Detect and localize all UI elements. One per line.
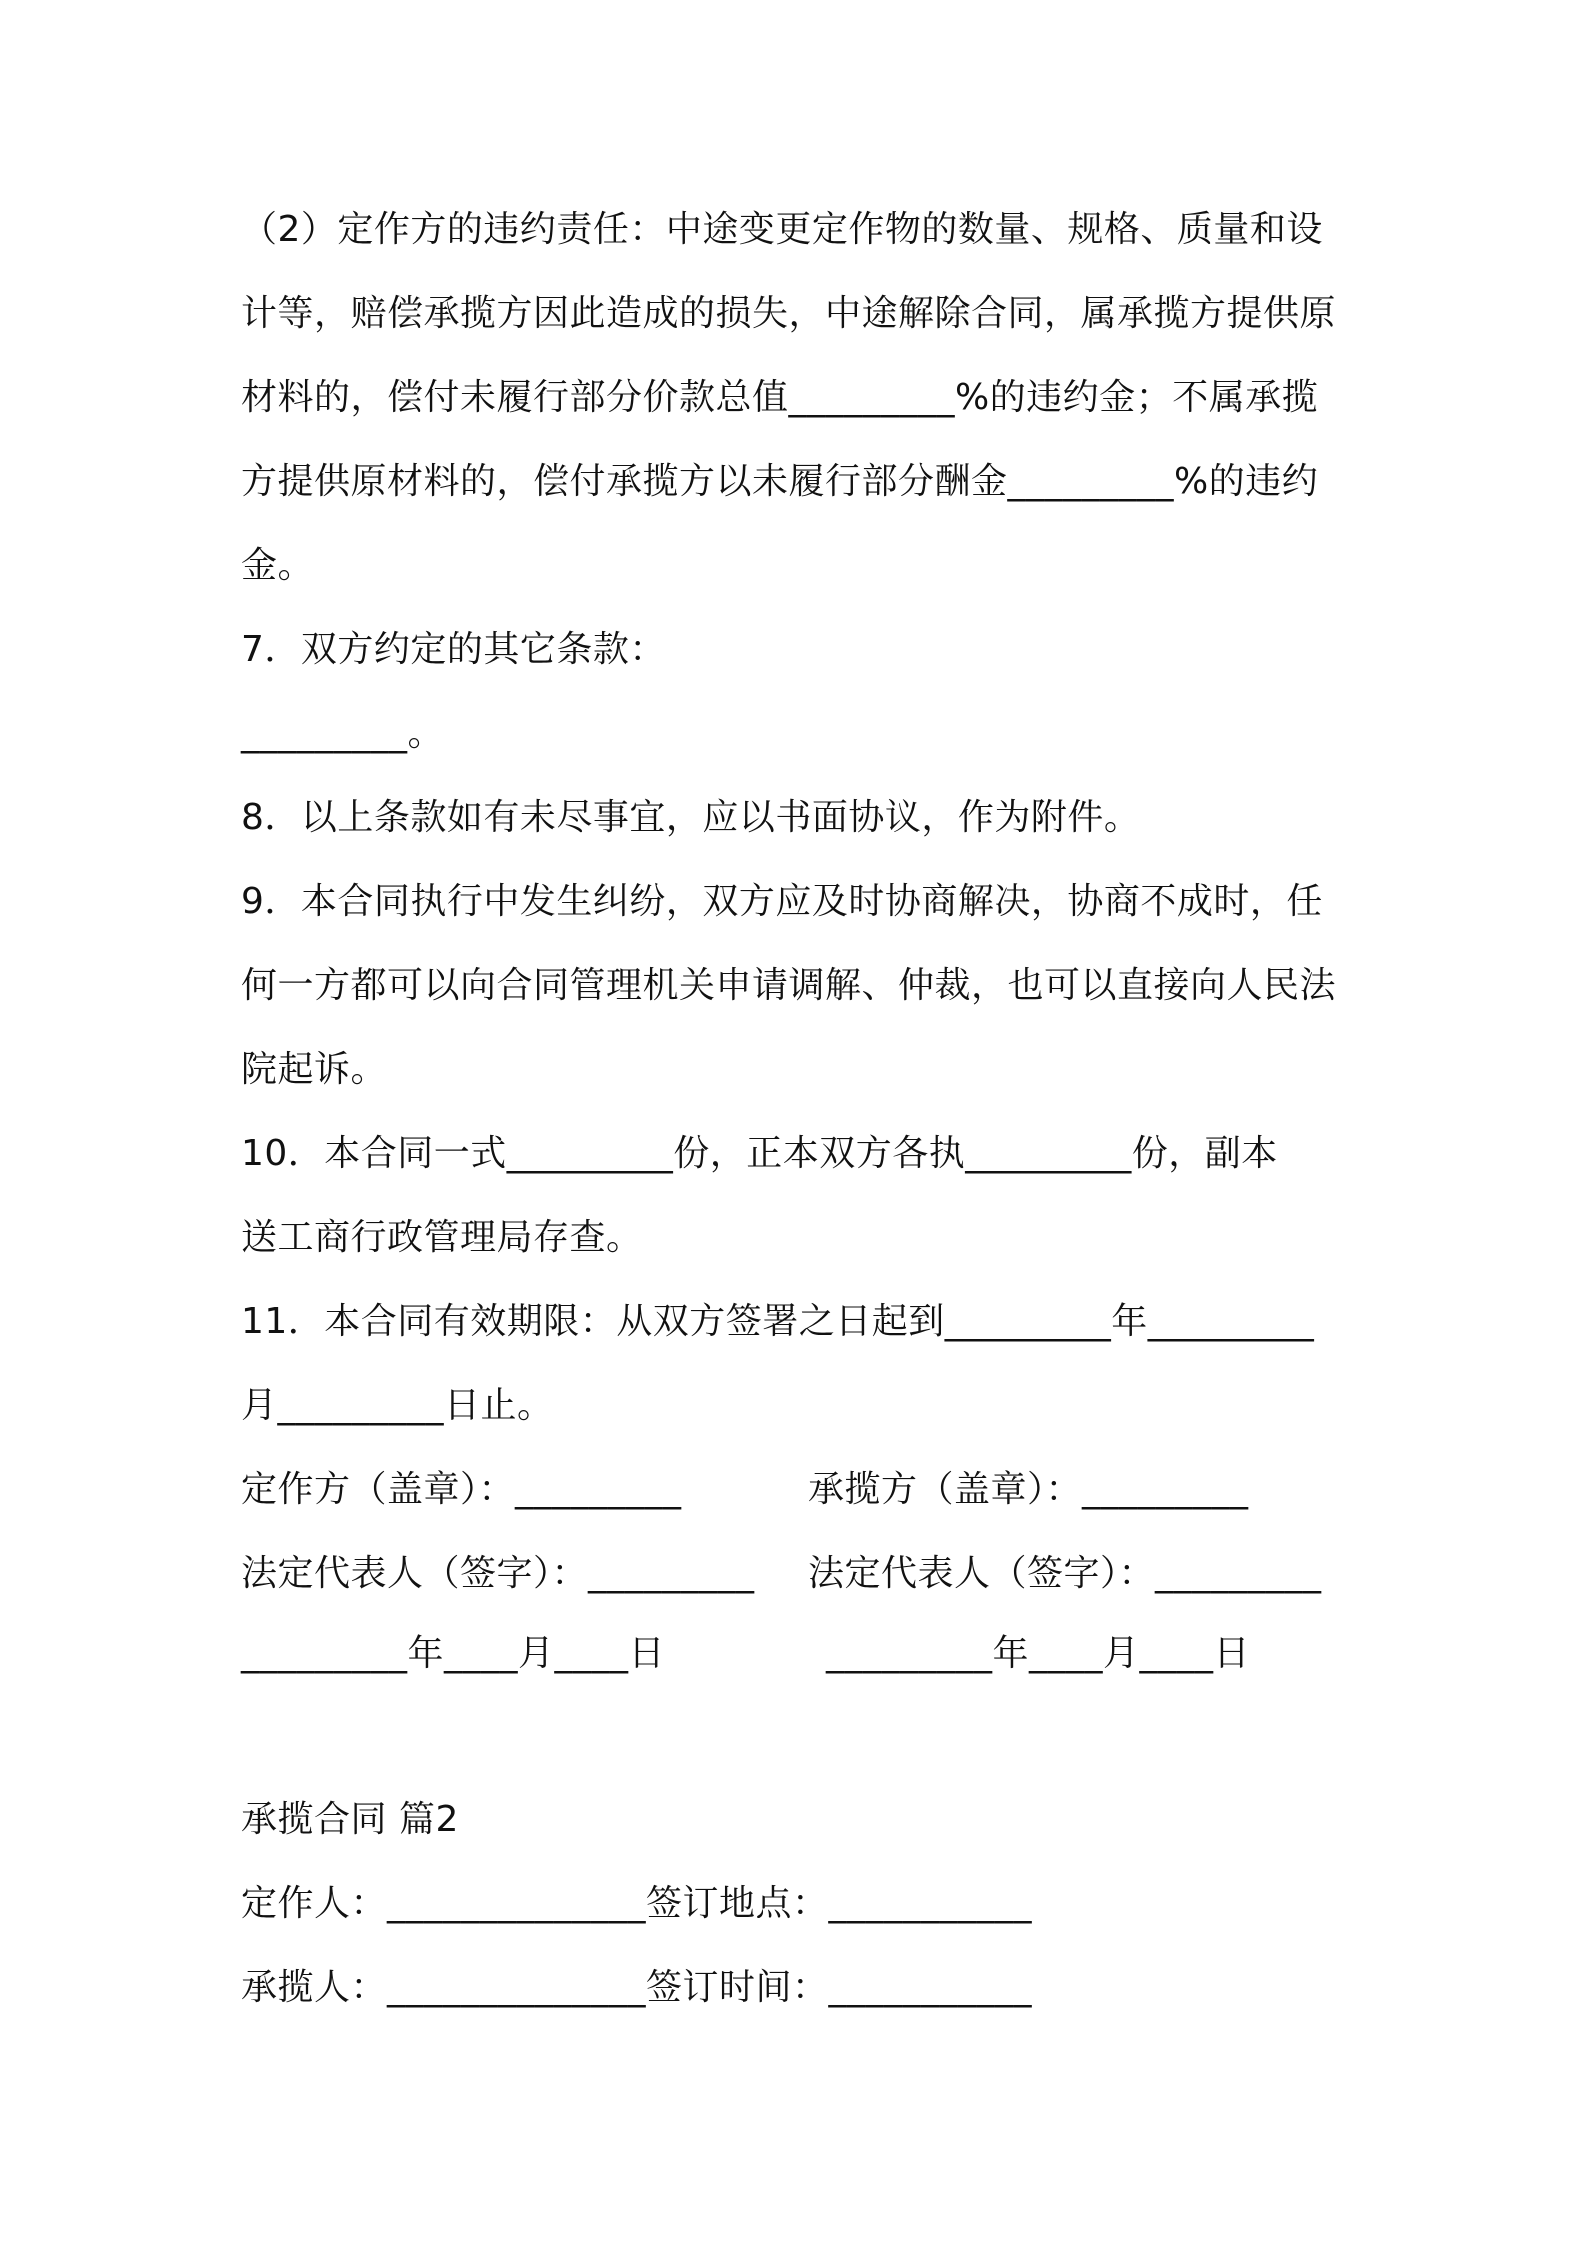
client-seal: 定作方（盖章）：_________ [241,1469,682,1510]
contractor-seal: 承揽方（盖章）：_________ [808,1469,1249,1510]
clause9-line-1: 9．本合同执行中发生纠纷，双方应及时协商解决，协商不成时，任 [241,881,1323,922]
clause10-line-1: 10．本合同一式_________份，正本双方各执_________份，副本 [241,1133,1278,1174]
clause6-line-4: 方提供原材料的，偿付承揽方以未履行部分酬金_________%的违约 [241,461,1319,502]
clause8: 8．以上条款如有未尽事宜，应以书面协议，作为附件。 [241,797,1141,838]
clause7-heading: 7．双方约定的其它条款： [241,629,666,670]
clause6-line-5: 金。 [241,545,315,586]
clause9-line-2: 何一方都可以向合同管理机关申请调解、仲裁，也可以直接向人民法 [241,965,1337,1006]
contractor-legal-rep: 法定代表人（签字）：_________ [808,1553,1322,1594]
clause6-line-1: （2）定作方的违约责任：中途变更定作物的数量、规格、质量和设 [241,209,1323,250]
client-legal-rep: 法定代表人（签字）：_________ [241,1553,755,1594]
clause6-line-3: 材料的，偿付未履行部分价款总值_________%的违约金；不属承揽 [241,377,1319,418]
clause11-line-1: 11．本合同有效期限：从双方签署之日起到_________年_________ [241,1301,1315,1342]
clause9-line-3: 院起诉。 [241,1049,388,1090]
clause6-line-2: 计等，赔偿承揽方因此造成的损失，中途解除合同，属承揽方提供原 [241,293,1337,334]
contract2-client-place: 定作人：______________签订地点：___________ [241,1883,1033,1924]
clause11-line-2: 月_________日止。 [241,1385,554,1426]
contract2-title: 承揽合同 篇2 [241,1799,459,1840]
clause10-line-2: 送工商行政管理局存查。 [241,1217,643,1258]
contract2-contractor-time: 承揽人：______________签订时间：___________ [241,1967,1033,2008]
clause7-blank: _________。 [241,713,445,754]
client-sign-date: _________年____月____日 [241,1633,665,1674]
contractor-sign-date: _________年____月____日 [826,1633,1250,1674]
